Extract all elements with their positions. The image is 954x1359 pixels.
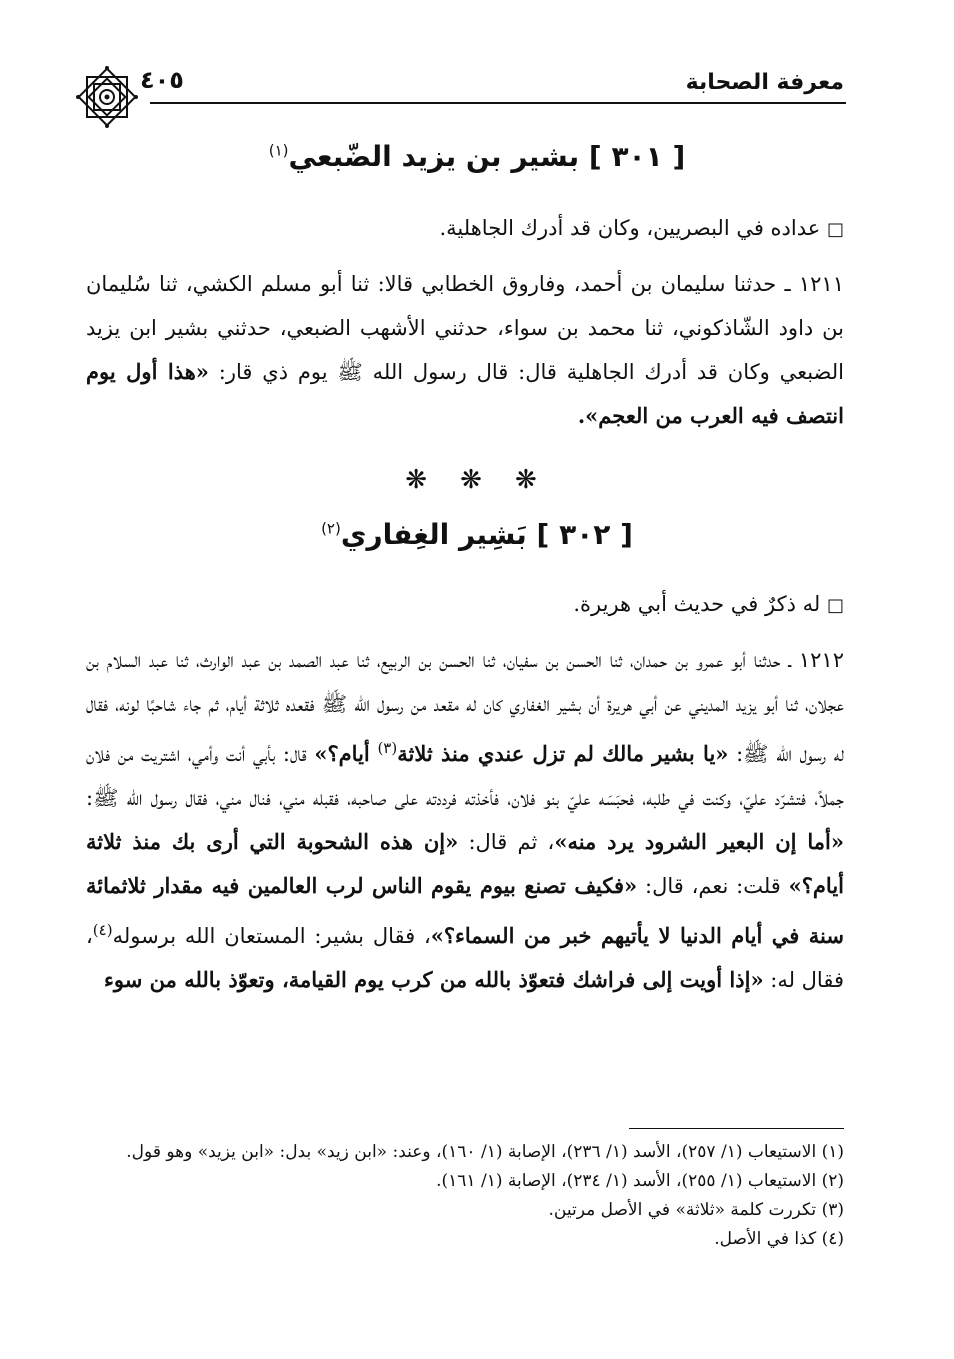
footnote-3: (٣) تكررت كلمة «ثلاثة» في الأصل مرتين. (548, 1200, 844, 1220)
square-bullet-icon: □ (826, 219, 844, 240)
running-header-title: معرفة الصحابة (685, 70, 844, 95)
octagram-ornament-icon (72, 62, 142, 132)
section-302-intro: □ له ذكرٌ في حديث أبي هريرة. (573, 592, 844, 616)
footnote-4: (٤) كذا في الأصل. (714, 1229, 844, 1249)
header-rule (150, 102, 846, 104)
square-bullet-icon: □ (826, 595, 844, 616)
section-separator: ❋ ❋ ❋ (405, 465, 549, 495)
hadith-1212: ١٢١٢ ـ حدثنا أبو عمرو بن حمدان، ثنا الحسن بن سفيان، ثنا الحسن بن الربيع، ثنا عبد الصمد بن عبد الوارث، ثنا عبد السلام بن عجلان، ثنا أبو يزيد المديني عن أبي هريرة أن بشير الغفاري كان له مقعد من رسول الله ﷺ فقعده ثلاثة أيام، ثم جاء شاحبًا لونه، فقال له رسول الله ﷺ: «يا بشير مالك لم تزل عندي منذ ثلاثة$^{(٣)}$ أيام؟» قال: بأبي أنت وأمي، اشتريت من فلان جملاً، فتشرّد عليّ، وكنت في طلبه، فحبَسَه عليّ بنو فلان، فأخذته فرددته على صاحبه، فقبله مني، فنال مني، فقال رسول الله ﷺ: «أما إن البعير الشرود يرد منه»، ثم قال: «إن هذه الشحوبة التي أرى بك منذ ثلاثة أيام؟» قلت: نعم، قال: «فكيف تصنع بيوم يقوم الناس لرب العالمين فيه مقدار ثلاثمائة سنة في أيام الدنيا لا يأتيهم خبر من السماء؟»، فقال بشير: المستعان الله برسوله$^{(٤)}$، فقال له: «إذا أويت إلى فراشك فتعوّذ بالله من كرب يوم القيامة، وتعوّذ بالله من سوء (86, 648, 845, 992)
section-301-intro: □ عداده في البصريين، وكان قد أدرك الجاهلية. (439, 216, 844, 240)
section-302-heading: [ ٣٠٢ ] بَشِير الغِفاري$^{(٢)}$ (321, 518, 633, 551)
page-number: ٤٠٥ (140, 66, 184, 94)
footnote-rule (629, 1128, 844, 1129)
section-301-heading: [ ٣٠١ ] بشير بن يزيد الضّبعي$^{(١)}$ (268, 140, 686, 173)
footnote-2: (٢) الاستيعاب (١/ ٢٥٥)، الأسد (١/ ٢٣٤)، الإصابة (١/ ١٦١). (436, 1171, 844, 1191)
footnotes (86, 1138, 844, 1254)
footnote-1: (١) الاستيعاب (١/ ٢٥٧)، الأسد (١/ ٢٣٦)، الإصابة (١/ ١٦٠)، وعند: «ابن زيد» بدل: «ابن يزيد» وهو قول. (126, 1142, 844, 1162)
hadith-1211: ١٢١١ ـ حدثنا سليمان بن أحمد، وفاروق الخطابي قالا: ثنا أبو مسلم الكشي، ثنا سُليمان بن داود الشّاذكوني، ثنا محمد بن سواء، حدثني الأشهب الضبعي، حدثني بشير ابن يزيد الضبعي وكان قد أدرك الجاهلية قال: قال رسول الله ﷺ يوم ذي قار: «هذا أول يوم انتصف فيه العرب من العجم». (86, 272, 844, 428)
